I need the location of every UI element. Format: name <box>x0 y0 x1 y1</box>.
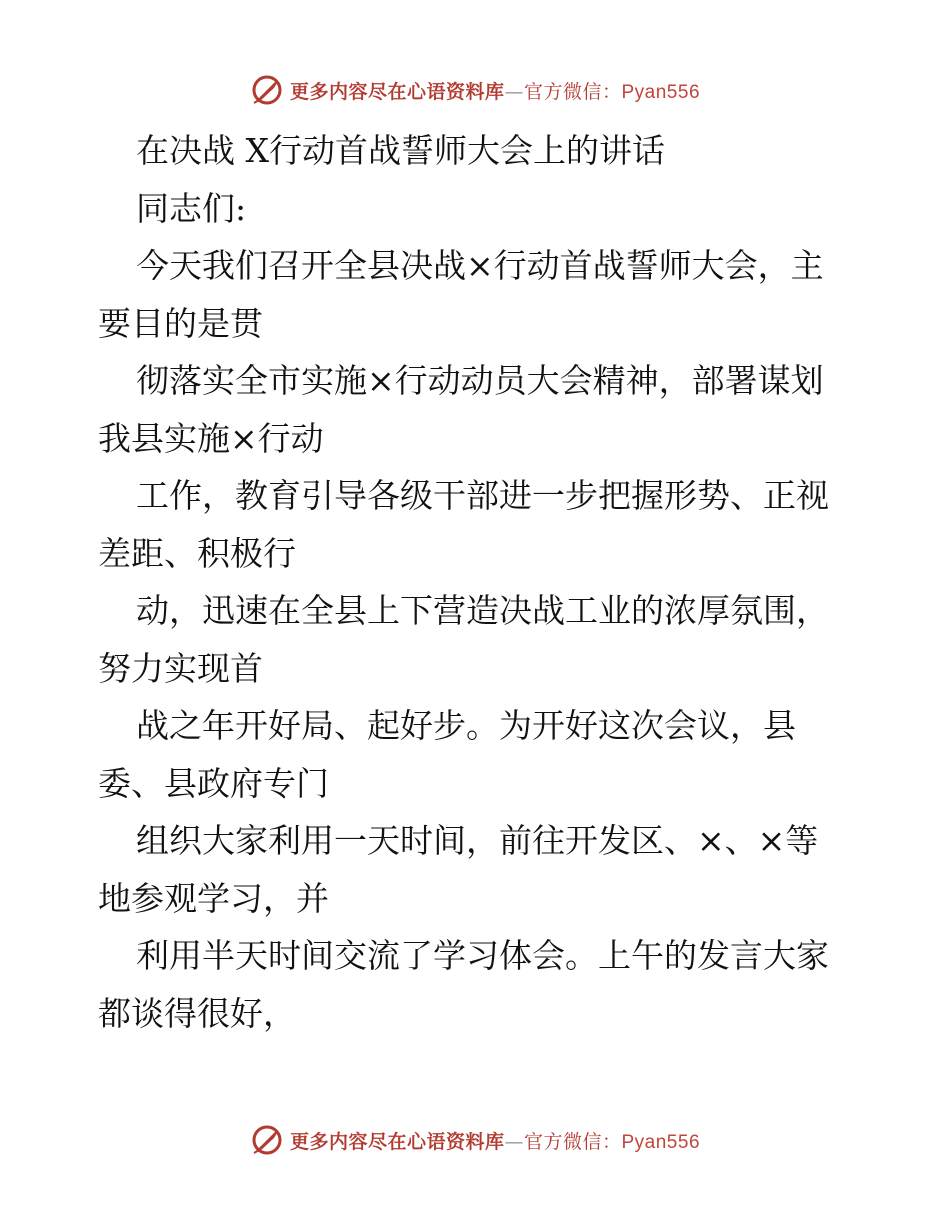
header-banner-title: 更多内容尽在心语资料库 <box>289 80 505 103</box>
footer-banner-text <box>290 1127 700 1154</box>
body-line: 我县实施×行动 <box>98 418 324 458</box>
body-line: 动，迅速在全县上下营造决战工业的浓厚氛围， <box>136 591 829 630</box>
body-line: 都谈得很好， <box>98 993 296 1033</box>
body-line: 委、县政府专门 <box>98 763 329 803</box>
body-line: 努力实现首 <box>98 648 263 688</box>
quill-pen-logo-icon <box>250 73 284 107</box>
footer-banner-wechat-id: Pyan556 <box>621 1131 701 1153</box>
document-title: 在决战 X行动首战誓师大会上的讲话 <box>136 131 665 170</box>
header-banner-wechat-id: Pyan556 <box>621 81 701 103</box>
header-banner-wechat-label: 官方微信： <box>523 80 622 103</box>
quill-pen-logo-icon <box>250 1123 284 1157</box>
document-body <box>98 122 858 1042</box>
footer-banner-title: 更多内容尽在心语资料库 <box>289 1130 505 1153</box>
body-line: 组织大家利用一天时间，前往开发区、×、×等 <box>136 821 819 860</box>
body-line: 战之年开好局、起好步。为开好这次会议，县 <box>136 706 796 745</box>
body-line: 利用半天时间交流了学习体会。上午的发言大家 <box>136 936 829 975</box>
body-line: 地参观学习，并 <box>98 878 329 918</box>
header-banner <box>0 70 950 110</box>
body-line: 差距、积极行 <box>98 533 296 573</box>
body-line: 彻落实全市实施×行动动员大会精神，部署谋划 <box>136 361 824 400</box>
footer-banner-wechat-label: 官方微信： <box>523 1130 622 1153</box>
footer-banner <box>0 1120 950 1160</box>
body-line: 要目的是贯 <box>98 303 263 343</box>
salutation: 同志们: <box>136 188 247 228</box>
body-line: 工作，教育引导各级干部进一步把握形势、正视 <box>136 476 829 515</box>
header-banner-text <box>290 77 700 104</box>
header-banner-dash: — <box>504 80 524 103</box>
body-line: 今天我们召开全县决战×行动首战誓师大会，主 <box>136 246 824 285</box>
footer-banner-dash: — <box>504 1130 524 1153</box>
